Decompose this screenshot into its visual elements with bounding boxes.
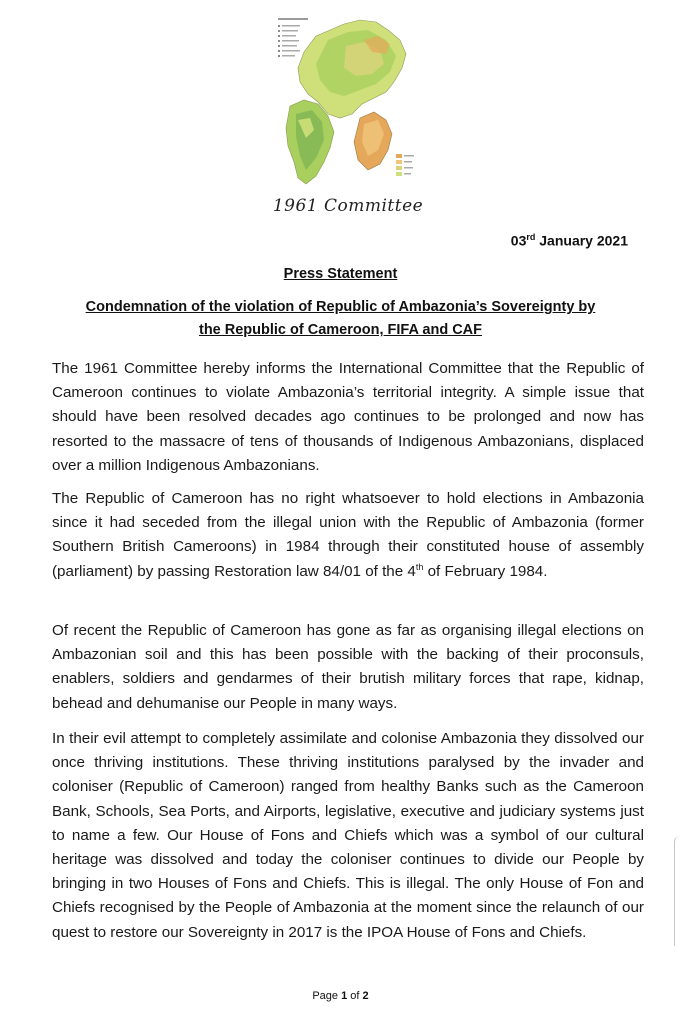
paragraph-2-end: of February 1984. [423, 562, 548, 580]
paragraph-2 [52, 487, 644, 584]
statement-title-line-1: Condemnation of the violation of Republic of Ambazonia’s Sovereignty by [85, 299, 596, 315]
page-total: 2 [362, 990, 369, 1002]
date-day: 03 [510, 232, 527, 249]
paragraph-3: Of recent the Republic of Cameroon has gone as far as organising illegal elections on Ambazonian soil and this has been possible with the backing of their proconsuls, enablers, soldiers and gendarmes of their brutish military forces that rape, kidnap, behead and dehumanise our People in many ways. [52, 622, 644, 712]
statement-title-line-2: the Republic of Cameroon, FIFA and CAF [198, 322, 483, 338]
paragraph-4: In their evil attempt to completely assimilate and colonise Ambazonia they dissolved our once thriving institutions. These thriving institutions paralysed by the invader and coloniser (Republic of Cameroon) ranged from healthy Banks such as the Cameroon Bank, Schools, Sea Ports, and Airports, legislative, executive and judiciary systems just to name a few. Our House of Fons and Chiefs which was a symbol of our cultural heritage was dissolved and today the coloniser continues to divide our People by bringing in two Houses of Fons and Chiefs. This is illegal. The only House of Fon and Chiefs recognised by the People of Ambazonia at the moment since the relaunch of our quest to restore our Sovereignty in 2017 is the IPOA House of Fons and Chiefs. [52, 730, 644, 941]
press-statement-label: Press Statement [283, 266, 398, 282]
scan-edge-mark [674, 836, 681, 946]
paragraph-2-text: The Republic of Cameroon has no right whatsoever to hold elections in Ambazonia since it had seceded from the illegal union with the Republic of Ambazonia (former Southern British Cameroons) in 1984 through their constituted house of assembly (parliament) by passing Restoration law 84/01 of the 4 [52, 490, 644, 580]
ambazonia-map-logo [268, 10, 418, 188]
date-month-year: January 2021 [535, 232, 628, 249]
page-label: Page [312, 990, 342, 1002]
page-of: of [347, 990, 363, 1002]
page-number [0, 990, 681, 1002]
paragraph-2-ordinal: th [415, 561, 424, 572]
map-legend [278, 18, 308, 57]
paragraph-1: The 1961 Committee hereby informs the International Committee that the Republic of Cameroon continues to violate Ambazonia’s territorial integrity. A simple issue that should have been resolved decades ago continues to be prolonged and now has resorted to the massacre of tens of thousands of Indigenous Ambazonians, displaced over a million Indigenous Ambazonians. [52, 360, 644, 474]
statement-date [511, 232, 628, 249]
date-suffix: rd [526, 232, 536, 242]
committee-wordmark: 1961 Committee [272, 196, 424, 216]
map-color-key [396, 154, 414, 176]
page-current: 1 [341, 990, 348, 1002]
